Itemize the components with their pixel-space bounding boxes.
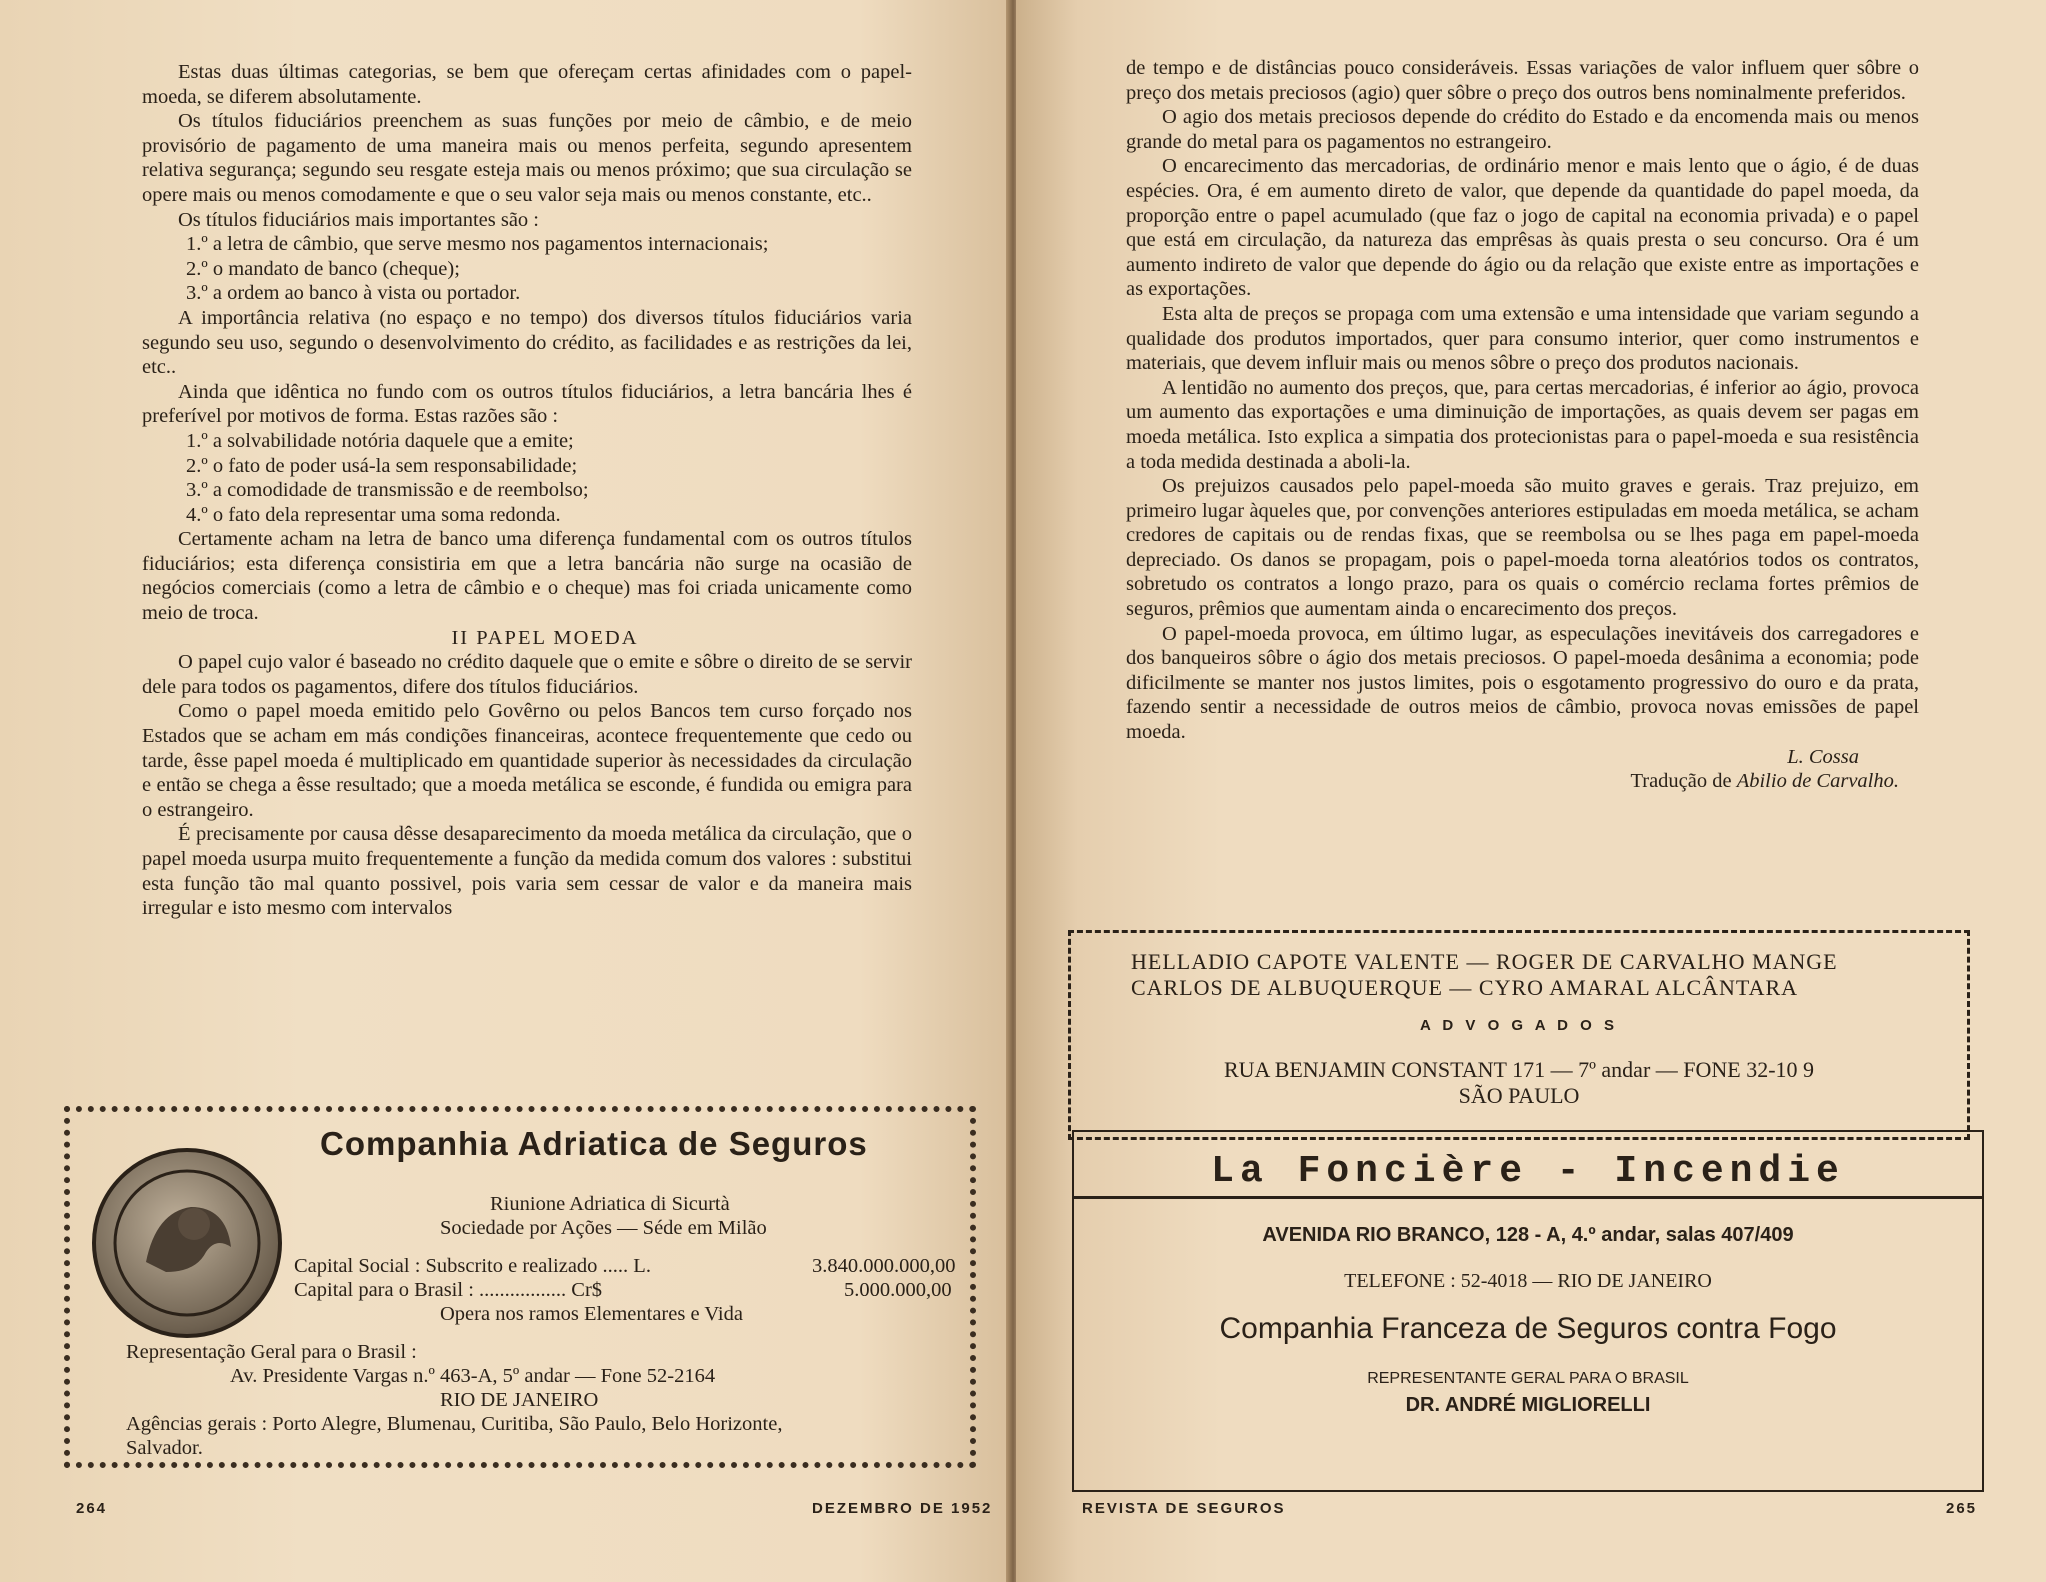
paragraph: Esta alta de preços se propaga com uma extensão e uma intensidade que variam segundo a qualidade dos produtos importados, quer para consumo interior, quer como instrumentos e materiais, que devem influir mais ou menos sôbre o preço dos produtos nacionais. [1126,302,1919,375]
lawyers-title: A D V O G A D O S [1419,1017,1618,1034]
list-item: 1.º a solvabilidade notória daquele que a emite; [186,429,574,452]
paragraph: de tempo e de distâncias pouco consideráveis. Essas variações de valor influem quer sôbre o preço dos metais preciosos (agio) quer sôbre o preço dos outros bens nominalmente preferidos. [1126,57,1919,104]
adriatica-operations: Opera nos ramos Elementares e Vida [440,1303,743,1325]
paragraph: É precisamente por causa dêsse desaparecimento da moeda metálica da circulação, que o papel moeda usurpa muito frequentemente a função da medida comum dos valores : substitui esta função tão mal quanto possivel, pois varia sem cessar de valor e da maneira mais irregular e isto mesmo com intervalos [142,823,912,920]
fonciere-company: Companhia Franceza de Seguros contra Fogo [1219,1312,1837,1345]
adriatica-rep: Representação Geral para o Brasil : [126,1341,417,1363]
list-item: 3.º a comodidade de transmissão e de reembolso; [186,479,589,502]
fonciere-name: La Foncière - Incendie [1211,1150,1845,1193]
paragraph: O papel-moeda provoca, em último lugar, as especulações inevitáveis dos carregadores e dos banqueiros sôbre o ágio dos metais preciosos. O papel-moeda desânima a economia; pode dificilmente se manter nos justos limites, pois o esgotamento progressivo do ouro e da prata, fazendo sentir a necessidade de outros meios de câmbio, provoca novas emissões de papel moeda. [1126,622,1919,744]
capital-brasil-value: 5.000.000,00 [844,1279,952,1301]
paragraph: Como o papel moeda emitido pelo Govêrno ou pelos Bancos tem curso forçado nos Estados que se acham em más condições financeiras, acontece frequentemente que cedo ou tarde, êsse papel moeda é multiplicado em quantidade superior às necessidades da circulação e então se chega a êsse resultado; que a moeda metálica se esconde, é fundida ou emigra para o estrangeiro. [142,700,912,821]
fonciere-divider [1074,1196,1982,1199]
capital-social-value: 3.840.000.000,00 [812,1255,956,1277]
fonciere-rep: REPRESENTANTE GERAL PARA O BRASIL [1367,1370,1689,1387]
paragraph: Certamente acham na letra de banco uma diferença fundamental com os outros títulos fiduciários; esta diferença consistiria em que a letra bancária não surge na ocasião de negócios comerciais (como a letra de câmbio e o cheque) mas foi criada unicamente como meio de troca. [142,528,912,625]
paragraph: Os títulos fiduciários preenchem as suas funções por meio de câmbio, e de meio provisório de pagamento de uma maneira mais ou menos perfeita, segundo apresentem relativa segurança; segundo seu resgate esteja mais ou menos próximo; que sua circulação se opere mais ou menos comodamente e que o seu valor seja mais ou menos constante, etc.. [142,110,912,206]
paragraph: Estas duas últimas categorias, se bem que ofereçam certas afinidades com o papel-moeda, se diferem absolutamente. [142,61,912,108]
translation-credit: Tradução de Abilio de Carvalho. [1630,770,1899,793]
author-signature: L. Cossa [1787,745,1859,768]
list-item: 1.º a letra de câmbio, que serve mesmo nos pagamentos internacionais; [186,233,769,256]
translator-name: Abilio de Carvalho. [1736,770,1899,793]
paragraph: Ainda que idêntica no fundo com os outros títulos fiduciários, a letra bancária lhes é preferível por motivos de forma. Estas razões são : [142,380,912,428]
paragraph: A lentidão no aumento dos preços, que, para certas mercadorias, é inferior ao ágio, provoca um aumento das exportações e uma diminuição de importações, as quais devem ser pagas em moeda metálica. Isto explica a simpatia dos protecionistas para o papel-moeda e sua resistência a toda medida destinada a aboli-la. [1126,376,1919,473]
lawyers-line-2: CARLOS DE ALBUQUERQUE — CYRO AMARAL ALCÂNTARA [1131,975,1799,1000]
paragraph: A importância relativa (no espaço e no tempo) dos diversos títulos fiduciários varia segundo seu uso, segundo o desenvolvimento do crédito, as facilidades e as restrições da lei, etc.. [142,306,912,379]
list-item: 3.º a ordem ao banco à vista ou portador. [186,282,521,305]
adriatica-company-name: Companhia Adriatica de Seguros [320,1125,868,1162]
right-body-text [1126,56,1919,794]
left-page [0,0,1010,1582]
fonciere-address: AVENIDA RIO BRANCO, 128 - A, 4.º andar, salas 407/409 [1262,1224,1794,1246]
fonciere-ad [1072,1130,1984,1492]
adriatica-agencies-2: Salvador. [126,1437,203,1459]
page-number-right: 265 [1946,1500,1978,1517]
fonciere-rep-name: DR. ANDRÉ MIGLIORELLI [1405,1394,1651,1416]
footer-date: DEZEMBRO DE 1952 [812,1500,993,1517]
list-item: 2.º o mandato de banco (cheque); [186,257,460,280]
lawyers-city: SÃO PAULO [1458,1083,1580,1108]
adriatica-subtitle: Riunione Adriatica di Sicurtà [490,1193,730,1215]
page-number-left: 264 [76,1500,108,1517]
fonciere-phone: TELEFONE : 52-4018 — RIO DE JANEIRO [1344,1270,1712,1292]
list-item: 4.º o fato dela representar uma soma redonda. [186,503,561,526]
adriatica-ad [64,1106,976,1468]
section-title: II PAPEL MOEDA [451,626,639,649]
paragraph: Os títulos fiduciários mais importantes são : [178,208,539,231]
paragraph: O agio dos metais preciosos depende do crédito do Estado e da encomenda mais ou menos grande do metal para os pagamentos no estrangeiro. [1126,106,1919,153]
right-page [1016,0,2046,1582]
adriatica-address: Av. Presidente Vargas n.º 463-A, 5º andar — Fone 52-2164 [230,1365,716,1387]
left-body-text [142,60,912,921]
lawyers-line-1: HELLADIO CAPOTE VALENTE — ROGER DE CARVALHO MANGE [1131,949,1838,974]
adriatica-society: Sociedade por Ações — Séde em Milão [440,1217,767,1239]
footer-magazine: REVISTA DE SEGUROS [1082,1500,1286,1517]
adriatica-agencies: Agências gerais : Porto Alegre, Blumenau, Curitiba, São Paulo, Belo Horizonte, [126,1413,783,1435]
lion-seal-icon [92,1148,282,1338]
capital-brasil-label: Capital para o Brasil : ................. Cr$ [294,1279,603,1301]
adriatica-city: RIO DE JANEIRO [440,1389,599,1411]
capital-social-label: Capital Social : Subscrito e realizado ..... L. [294,1255,651,1277]
paragraph: O papel cujo valor é baseado no crédito daquele que o emite e sôbre o direito de se servir dele para todos os pagamentos, difere dos títulos fiduciários. [142,651,912,698]
lawyers-ad [1068,930,1970,1140]
paragraph: O encarecimento das mercadorias, de ordinário menor e mais lento que o ágio, é de duas espécies. Ora, é em aumento direto de valor, que depende da quantidade do papel moeda, da proporção entre o papel acumulado (que faz o jogo de capital na economia privada) e o papel que está em circulação, da natureza das emprêsas às quais presta o seu concurso. Ora é um aumento indireto de valor que depende do ágio ou da relação que existe entre as importações e as exportações. [1126,155,1919,301]
lawyers-address: RUA BENJAMIN CONSTANT 171 — 7º andar — FONE 32-10 9 [1223,1057,1815,1082]
paragraph: Os prejuizos causados pelo papel-moeda são muito graves e gerais. Traz prejuizo, em primeiro lugar àqueles que, por convenções anteriores estipuladas em moeda metálica, se acham credores de capitais ou de rendas fixas, que se reembolsa ou se lhes paga em papel-moeda depreciado. Os danos se propagam, pois o papel-moeda torna aleatórios todos os contratos, sobretudo os contratos a longo prazo, para os quais o comércio reclama fortes prêmios de seguros, prêmios que aumentam ainda o encarecimento dos preços. [1126,475,1919,621]
list-item: 2.º o fato de poder usá-la sem responsabilidade; [186,454,578,477]
